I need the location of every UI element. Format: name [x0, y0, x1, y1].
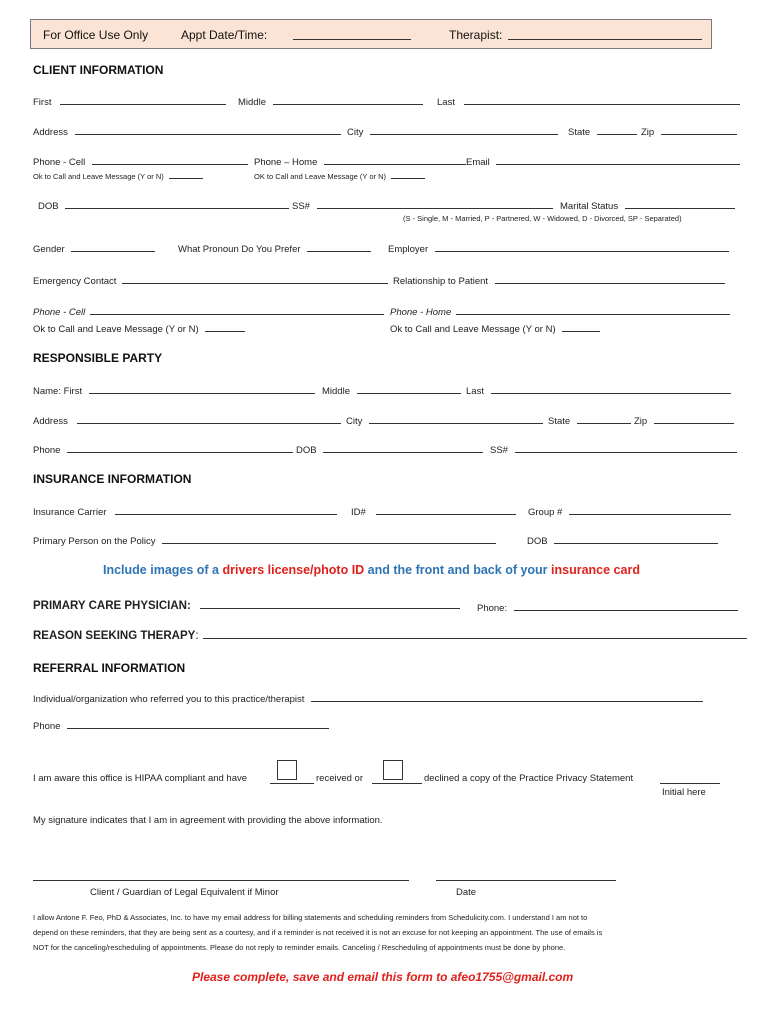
emergency-ok-home-label: Ok to Call and Leave Message (Y or N)	[390, 324, 556, 335]
emergency-ok-home-field[interactable]	[562, 322, 600, 332]
reason-field[interactable]	[203, 629, 747, 639]
resp-zip-label: Zip	[634, 416, 648, 427]
appt-field[interactable]	[293, 30, 411, 40]
client-city-field[interactable]	[370, 125, 558, 135]
pcp-phone-label: Phone:	[477, 603, 508, 614]
emergency-phone-home-label: Phone - Home	[390, 307, 452, 318]
resp-phone-label: Phone	[33, 445, 61, 456]
ins-id-label: ID#	[351, 507, 366, 518]
consent-line-3: NOT for the canceling/rescheduling of appointments. Please do not reply to reminder emails. Canceling / Rescheduling of appointments must be done by phone.	[33, 943, 566, 952]
footer-instruction: Please complete, save and email this form to afeo1755@gmail.com	[192, 970, 574, 984]
client-middle-label: Middle	[238, 97, 266, 108]
resp-address-label: Address	[33, 416, 68, 427]
client-email-field[interactable]	[496, 155, 740, 165]
client-marital-label: Marital Status	[560, 201, 619, 212]
client-marital-field[interactable]	[625, 199, 735, 209]
ins-primary-field[interactable]	[162, 534, 496, 544]
client-zip-field[interactable]	[661, 125, 737, 135]
resp-middle-label: Middle	[322, 386, 350, 397]
pcp-field[interactable]	[200, 599, 460, 609]
resp-middle-field[interactable]	[357, 384, 461, 394]
client-phone-home-field[interactable]	[324, 155, 466, 165]
responsible-heading: RESPONSIBLE PARTY	[33, 351, 163, 365]
client-ok-cell-label: Ok to Call and Leave Message (Y or N)	[33, 172, 164, 181]
client-phone-home-label: Phone – Home	[254, 157, 318, 168]
ins-id-field[interactable]	[376, 505, 516, 515]
ins-dob-label: DOB	[527, 536, 548, 547]
reason-label: REASON SEEKING THERAPY	[33, 630, 196, 642]
client-state-field[interactable]	[597, 125, 637, 135]
client-signature-label: Client / Guardian of Legal Equivalent if Minor	[90, 887, 279, 898]
client-heading: CLIENT INFORMATION	[33, 63, 164, 77]
office-use-box	[30, 19, 712, 49]
referral-heading: REFERRAL INFORMATION	[33, 661, 186, 675]
emergency-phone-home-field[interactable]	[456, 305, 730, 315]
client-ok-home-field[interactable]	[391, 171, 425, 179]
ins-dob-field[interactable]	[554, 534, 718, 544]
therapist-label: Therapist:	[449, 28, 503, 42]
relationship-field[interactable]	[495, 274, 725, 284]
client-last-field[interactable]	[464, 95, 740, 105]
resp-first-label: Name: First	[33, 386, 83, 397]
marital-note: (S - Single, M - Married, P - Partnered, W - Widowed, D - Divorced, SP - Separated)	[403, 214, 682, 223]
client-ok-cell-field[interactable]	[169, 171, 203, 179]
resp-first-field[interactable]	[89, 384, 315, 394]
emergency-phone-cell-field[interactable]	[90, 305, 384, 315]
id-notice: Include images of a drivers license/photo ID and the front and back of your insurance card	[103, 563, 640, 577]
ins-group-field[interactable]	[569, 505, 731, 515]
referral-phone-label: Phone	[33, 721, 61, 732]
emergency-ok-cell-label: Ok to Call and Leave Message (Y or N)	[33, 324, 199, 335]
resp-city-field[interactable]	[369, 414, 543, 424]
client-zip-label: Zip	[641, 127, 655, 138]
appt-label: Appt Date/Time:	[181, 28, 268, 42]
resp-city-label: City	[346, 416, 363, 427]
resp-phone-field[interactable]	[67, 443, 293, 453]
client-ssn-field[interactable]	[317, 199, 553, 209]
emergency-contact-field[interactable]	[122, 274, 388, 284]
resp-last-label: Last	[466, 386, 484, 397]
resp-state-field[interactable]	[577, 414, 631, 424]
client-pronoun-label: What Pronoun Do You Prefer	[178, 244, 301, 255]
client-phone-cell-field[interactable]	[92, 155, 248, 165]
referral-who-label: Individual/organization who referred you to this practice/therapist	[33, 694, 305, 705]
client-first-field[interactable]	[60, 95, 226, 105]
resp-dob-label: DOB	[296, 445, 317, 456]
signature-statement: My signature indicates that I am in agreement with providing the above information.	[33, 815, 383, 826]
resp-dob-field[interactable]	[323, 443, 483, 453]
client-last-label: Last	[437, 97, 455, 108]
ins-carrier-label: Insurance Carrier	[33, 507, 107, 518]
resp-ssn-field[interactable]	[515, 443, 737, 453]
client-employer-label: Employer	[388, 244, 429, 255]
ins-primary-label: Primary Person on the Policy	[33, 536, 156, 547]
emergency-phone-cell-label: Phone - Cell	[33, 307, 86, 318]
client-signature-line[interactable]	[33, 880, 409, 881]
client-gender-field[interactable]	[71, 242, 155, 252]
client-first-label: First	[33, 97, 52, 108]
consent-line-1: I allow Antone F. Feo, PhD & Associates, Inc. to have my email address for billing statements and scheduling reminders from Schedulicity.com. I understand I am not to	[33, 913, 588, 922]
resp-ssn-label: SS#	[490, 445, 508, 456]
relationship-label: Relationship to Patient	[393, 276, 489, 287]
emergency-ok-cell-field[interactable]	[205, 322, 245, 332]
referral-phone-field[interactable]	[67, 719, 329, 729]
client-dob-label: DOB	[38, 201, 59, 212]
insurance-heading: INSURANCE INFORMATION	[33, 472, 192, 486]
resp-last-field[interactable]	[491, 384, 731, 394]
client-pronoun-field[interactable]	[307, 242, 371, 252]
therapist-field[interactable]	[508, 30, 702, 40]
hipaa-text: I am aware this office is HIPAA compliant and have	[33, 773, 248, 784]
client-address-label: Address	[33, 127, 68, 138]
client-middle-field[interactable]	[273, 95, 423, 105]
client-phone-cell-label: Phone - Cell	[33, 157, 86, 168]
resp-zip-field[interactable]	[654, 414, 734, 424]
hipaa-declined-checkbox[interactable]	[383, 760, 403, 780]
hipaa-received-label: received or	[316, 773, 363, 784]
client-ssn-label: SS#	[292, 201, 310, 212]
client-employer-field[interactable]	[435, 242, 729, 252]
ins-carrier-field[interactable]	[115, 505, 337, 515]
hipaa-declined-label: declined a copy of the Practice Privacy Statement	[424, 773, 634, 784]
client-state-label: State	[568, 127, 591, 138]
date-label: Date	[456, 887, 477, 898]
resp-address-field[interactable]	[77, 414, 341, 424]
client-address-field[interactable]	[75, 125, 341, 135]
pcp-label: PRIMARY CARE PHYSICIAN:	[33, 600, 191, 612]
pcp-phone-field[interactable]	[514, 601, 738, 611]
referral-who-field[interactable]	[311, 692, 703, 702]
client-dob-field[interactable]	[65, 199, 289, 209]
client-gender-label: Gender	[33, 244, 65, 255]
consent-line-2: depend on these reminders, that they are being sent as a courtesy, and if a reminder is not received it is not an excuse for not keeping an appointment. The use of emails is	[33, 928, 603, 937]
client-ok-home-label: OK to Call and Leave Message (Y or N)	[254, 172, 387, 181]
client-email-label: Email	[466, 157, 490, 168]
hipaa-initial-field[interactable]	[660, 774, 720, 784]
office-use-label: For Office Use Only	[43, 28, 149, 42]
emergency-contact-label: Emergency Contact	[33, 276, 117, 287]
hipaa-received-checkbox[interactable]	[277, 760, 297, 780]
ins-group-label: Group #	[528, 507, 563, 518]
initial-here-label: Initial here	[662, 787, 706, 798]
resp-state-label: State	[548, 416, 571, 427]
client-city-label: City	[347, 127, 364, 138]
date-signature-line[interactable]	[436, 880, 616, 881]
